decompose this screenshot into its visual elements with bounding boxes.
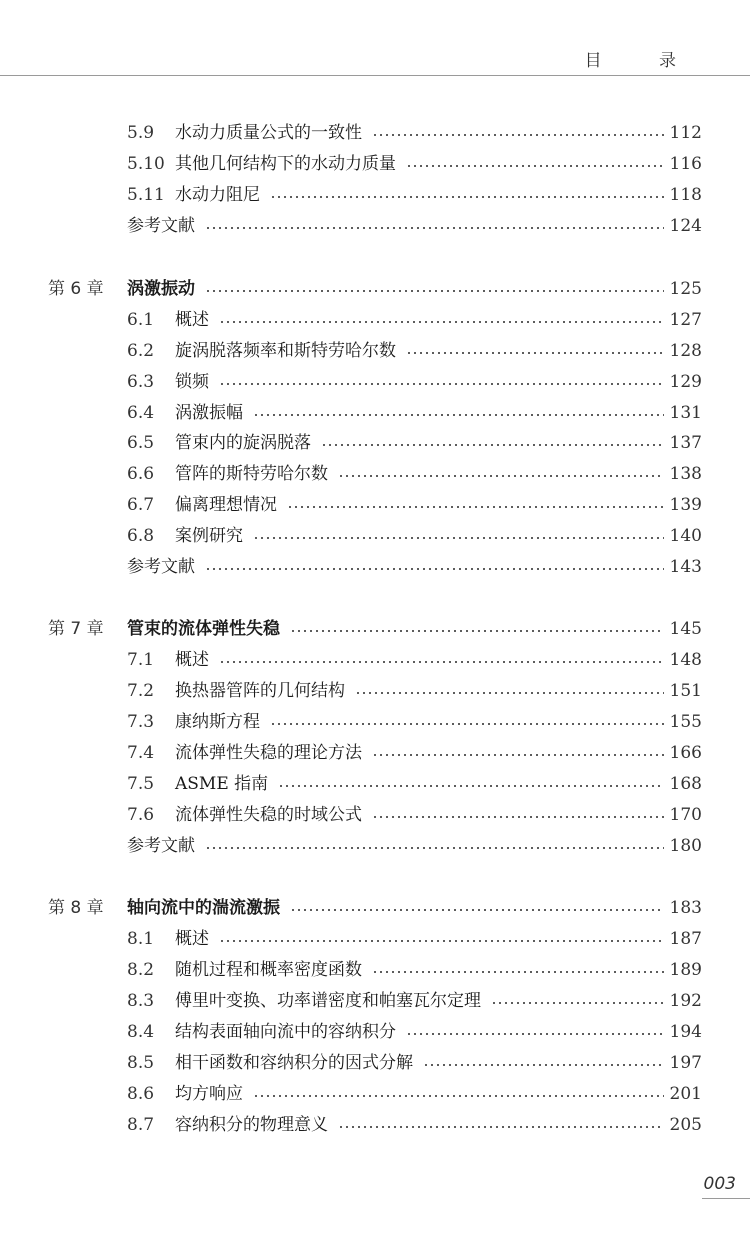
toc-entry-title: 容纳积分的物理意义 [175,1115,328,1135]
toc-chapter-entry [48,615,702,643]
toc-entry-title: 概述 [175,650,209,670]
dot-leader [406,165,664,167]
toc-entry-page: 194 [669,1022,702,1042]
toc-entry-title: 管阵的斯特劳哈尔数 [175,464,328,484]
toc-section-entry [127,460,702,488]
dot-leader [253,1095,664,1097]
dot-leader [372,816,664,818]
toc-entry-number: 5.11 [127,185,165,205]
dot-leader [219,940,664,942]
toc-entry-page: 197 [669,1053,702,1073]
toc-section-entry [127,801,702,829]
page-number: 003 [703,1174,736,1194]
toc-entry-number: 6.3 [127,372,155,392]
toc-entry-title: 偏离理想情况 [175,495,277,515]
toc-entry-number: 8.3 [127,991,155,1011]
dot-leader [205,290,664,292]
toc-entry-number: 8.5 [127,1053,155,1073]
toc-entry-page: 143 [669,557,702,577]
toc-section-entry [127,646,702,674]
toc-entry-number: 第 6 章 [48,279,104,299]
toc-entry-number: 7.6 [127,805,155,825]
dot-leader [287,506,664,508]
toc-entry-page: 205 [669,1115,702,1135]
toc-entry-page: 129 [669,372,702,392]
dot-leader [355,692,664,694]
toc-entry-page: 116 [669,154,702,174]
toc-entry-number: 第 8 章 [48,898,104,918]
dot-leader [219,383,664,385]
toc-entry-title: 旋涡脱落频率和斯特劳哈尔数 [175,341,396,361]
toc-chapter-entry [48,275,702,303]
toc-entry-number: 8.1 [127,929,155,949]
toc-entry-title: 其他几何结构下的水动力质量 [175,154,396,174]
toc-section-entry [127,1080,702,1108]
toc-entry-page: 139 [669,495,702,515]
toc-entry-page: 131 [669,403,702,423]
toc-entry-title: 锁频 [175,372,209,392]
toc-entry-page: 168 [669,774,702,794]
header-title: 目 录 [584,51,702,71]
toc-references-entry [127,212,702,240]
toc-section-entry [127,739,702,767]
toc-section-entry [127,987,702,1015]
dot-leader [205,847,664,849]
toc-entry-number: 6.5 [127,433,155,453]
toc-entry-page: 125 [669,279,702,299]
toc-entry-page: 118 [669,185,702,205]
dot-leader [423,1064,664,1066]
toc-entry-page: 151 [669,681,702,701]
toc-section-entry [127,429,702,457]
toc-section-entry [127,306,702,334]
toc-entry-title: 傅里叶变换、功率谱密度和帕塞瓦尔定理 [175,991,481,1011]
toc-entry-page: 155 [669,712,702,732]
toc-entry-number: 8.7 [127,1115,155,1135]
toc-entry-page: 183 [669,898,702,918]
toc-section-entry [127,708,702,736]
toc-entry-number: 5.9 [127,123,155,143]
toc-entry-number: 8.2 [127,960,155,980]
toc-entry-number: 8.6 [127,1084,155,1104]
toc-entry-title: 管束内的旋涡脱落 [175,433,311,453]
toc-entry-number: 6.2 [127,341,155,361]
dot-leader [253,414,664,416]
toc-section-entry [127,1111,702,1139]
toc-entry-number: 6.7 [127,495,155,515]
toc-entry-title: 结构表面轴向流中的容纳积分 [175,1022,396,1042]
toc-section-entry [127,119,702,147]
toc-section-entry [127,181,702,209]
dot-leader [205,568,664,570]
toc-entry-number: 7.1 [127,650,155,670]
dot-leader [270,196,664,198]
toc-entry-number: 7.4 [127,743,155,763]
toc-chapter-entry [48,894,702,922]
toc-entry-page: 128 [669,341,702,361]
toc-entry-number: 5.10 [127,154,165,174]
toc-section-entry [127,925,702,953]
toc-entry-title: 均方响应 [175,1084,243,1104]
toc-entry-title: 参考文献 [127,216,195,236]
toc-entry-title: 概述 [175,929,209,949]
dot-leader [253,537,664,539]
toc-section-entry [127,368,702,396]
toc-section-entry [127,399,702,427]
toc-entry-title: 案例研究 [175,526,243,546]
dot-leader [290,909,664,911]
toc-entry-page: 192 [669,991,702,1011]
dot-leader [270,723,664,725]
toc-entry-page: 148 [669,650,702,670]
toc-entry-title: 参考文献 [127,557,195,577]
toc-entry-page: 180 [669,836,702,856]
toc-entry-page: 140 [669,526,702,546]
toc-entry-title: 水动力质量公式的一致性 [175,123,362,143]
toc-references-entry [127,553,702,581]
toc-entry-title: 水动力阻尼 [175,185,260,205]
toc-entry-page: 124 [669,216,702,236]
toc-entry-title: 流体弹性失稳的时域公式 [175,805,362,825]
dot-leader [321,444,664,446]
toc-entry-page: 137 [669,433,702,453]
toc-entry-page: 166 [669,743,702,763]
toc-entry-page: 145 [669,619,702,639]
dot-leader [219,321,664,323]
toc-entry-number: 6.1 [127,310,155,330]
toc-entry-page: 187 [669,929,702,949]
toc-entry-title: 参考文献 [127,836,195,856]
toc-entry-title: 流体弹性失稳的理论方法 [175,743,362,763]
toc-entry-title: 轴向流中的湍流激振 [127,898,280,918]
toc-section-entry [127,1018,702,1046]
toc-entry-number: 7.5 [127,774,155,794]
dot-leader [338,475,664,477]
toc-entry-title: 管束的流体弹性失稳 [127,619,280,639]
toc-entry-number: 8.4 [127,1022,155,1042]
dot-leader [372,971,664,973]
running-header [0,0,750,76]
toc-entry-title: 换热器管阵的几何结构 [175,681,345,701]
toc-entry-number: 6.6 [127,464,155,484]
toc-entry-title: 随机过程和概率密度函数 [175,960,362,980]
toc-entry-title: ASME 指南 [175,774,269,794]
toc-section-entry [127,337,702,365]
toc-references-entry [127,832,702,860]
dot-leader [372,754,664,756]
dot-leader [406,1033,664,1035]
toc-entry-number: 6.4 [127,403,155,423]
dot-leader [406,352,664,354]
toc-entry-page: 138 [669,464,702,484]
dot-leader [290,630,664,632]
toc-section-entry [127,522,702,550]
toc-entry-title: 涡激振动 [127,279,195,299]
toc-entry-number: 7.3 [127,712,155,732]
toc-entry-page: 189 [669,960,702,980]
toc-entry-page: 170 [669,805,702,825]
toc-entry-title: 概述 [175,310,209,330]
toc-section-entry [127,677,702,705]
toc-section-entry [127,150,702,178]
dot-leader [219,661,664,663]
toc-section-entry [127,770,702,798]
toc-entry-page: 127 [669,310,702,330]
dot-leader [338,1126,664,1128]
footer-rule [702,1198,750,1199]
toc-entry-title: 涡激振幅 [175,403,243,423]
toc-entry-page: 112 [669,123,702,143]
toc-entry-number: 第 7 章 [48,619,104,639]
dot-leader [491,1002,664,1004]
toc-entry-title: 相干函数和容纳积分的因式分解 [175,1053,413,1073]
toc-entry-title: 康纳斯方程 [175,712,260,732]
toc-entry-number: 7.2 [127,681,155,701]
dot-leader [372,134,664,136]
toc-section-entry [127,491,702,519]
toc-section-entry [127,1049,702,1077]
toc-entry-page: 201 [669,1084,702,1104]
toc-section-entry [127,956,702,984]
toc-entry-number: 6.8 [127,526,155,546]
dot-leader [205,227,664,229]
dot-leader [278,785,663,787]
